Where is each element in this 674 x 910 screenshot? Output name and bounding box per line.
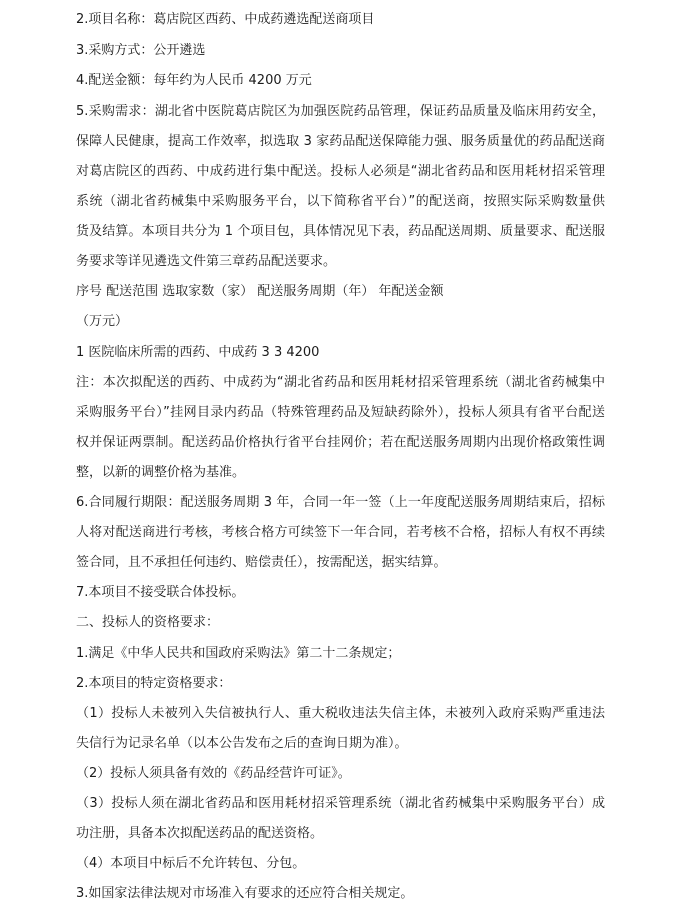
requirement-line: 3.如国家法律法规对市场准入有要求的还应符合相关规定。	[76, 886, 414, 901]
contract-term-line: 人将对配送商进行考核，考核合格方可续签下一年合同，若考核不合格，招标人有权不再续	[76, 525, 605, 540]
table-row: 1 医院临床所需的西药、中成药 3 3 4200	[76, 345, 320, 360]
paragraph-line: 5.采购需求：湖北省中医院葛店院区为加强医院药品管理，保证药品质量及临床用药安全，	[76, 104, 605, 119]
requirement-line: 功注册，具备本次拟配送药品的配送资格。	[76, 826, 324, 841]
requirement-line: 2.本项目的特定资格要求：	[76, 676, 232, 691]
note-line: 采购服务平台）”挂网目录内药品（特殊管理药品及短缺药除外），投标人须具有省平台配送	[76, 405, 605, 420]
note-line: 权并保证两票制。配送药品价格执行省平台挂网价；若在配送服务周期内出现价格政策性调	[76, 435, 605, 450]
item-no-consortium: 7.本项目不接受联合体投标。	[76, 585, 245, 600]
requirement-line: （2）投标人须具备有效的《药品经营许可证》。	[76, 766, 351, 781]
section-heading: 二、投标人的资格要求：	[76, 615, 220, 630]
paragraph-line: 对葛店院区的西药、中成药进行集中配送。投标人必须是“湖北省药品和医用耗材招采管理	[76, 164, 605, 179]
table-header-unit: （万元）	[76, 314, 129, 329]
paragraph-line: 保障人民健康，提高工作效率，拟选取 3 家药品配送保障能力强、服务质量优的药品配送商	[76, 134, 605, 149]
requirement-line: 失信行为记录名单（以本公告发布之后的查询日期为准）。	[76, 736, 408, 751]
table-header-row: 序号 配送范围 选取家数（家） 配送服务周期（年） 年配送金额	[76, 284, 444, 299]
item-procurement-method: 3.采购方式：公开遴选	[76, 43, 206, 58]
item-project-name: 2.项目名称：葛店院区西药、中成药遴选配送商项目	[76, 12, 375, 27]
paragraph-line: 务要求等详见遴选文件第三章药品配送要求。	[76, 254, 337, 269]
requirement-line: 1.满足《中华人民共和国政府采购法》第二十二条规定；	[76, 646, 401, 661]
contract-term-line: 签合同，且不承担任何违约、赔偿责任），按需配送，据实结算。	[76, 555, 447, 570]
paragraph-line: 货及结算。本项目共分为 1 个项目包，具体情况见下表，药品配送周期、质量要求、配送服	[76, 224, 605, 239]
contract-term-line: 6.合同履行期限：配送服务周期 3 年，合同一年一签（上一年度配送服务周期结束后，招标	[76, 495, 605, 510]
note-line: 整，以新的调整价格为基准。	[76, 465, 246, 480]
note-line: 注：本次拟配送的西药、中成药为“湖北省药品和医用耗材招采管理系统（湖北省药械集中	[76, 375, 605, 390]
requirement-line: （3）投标人须在湖北省药品和医用耗材招采管理系统（湖北省药械集中采购服务平台）成	[76, 796, 605, 811]
requirement-line: （4）本项目中标后不允许转包、分包。	[76, 856, 306, 871]
requirement-line: （1）投标人未被列入失信被执行人、重大税收违法失信主体，未被列入政府采购严重违法	[76, 706, 605, 721]
item-delivery-amount: 4.配送金额：每年约为人民币 4200 万元	[76, 73, 312, 88]
paragraph-line: 系统（湖北省药械集中采购服务平台，以下简称省平台）”的配送商，按照实际采购数量供	[76, 194, 605, 209]
